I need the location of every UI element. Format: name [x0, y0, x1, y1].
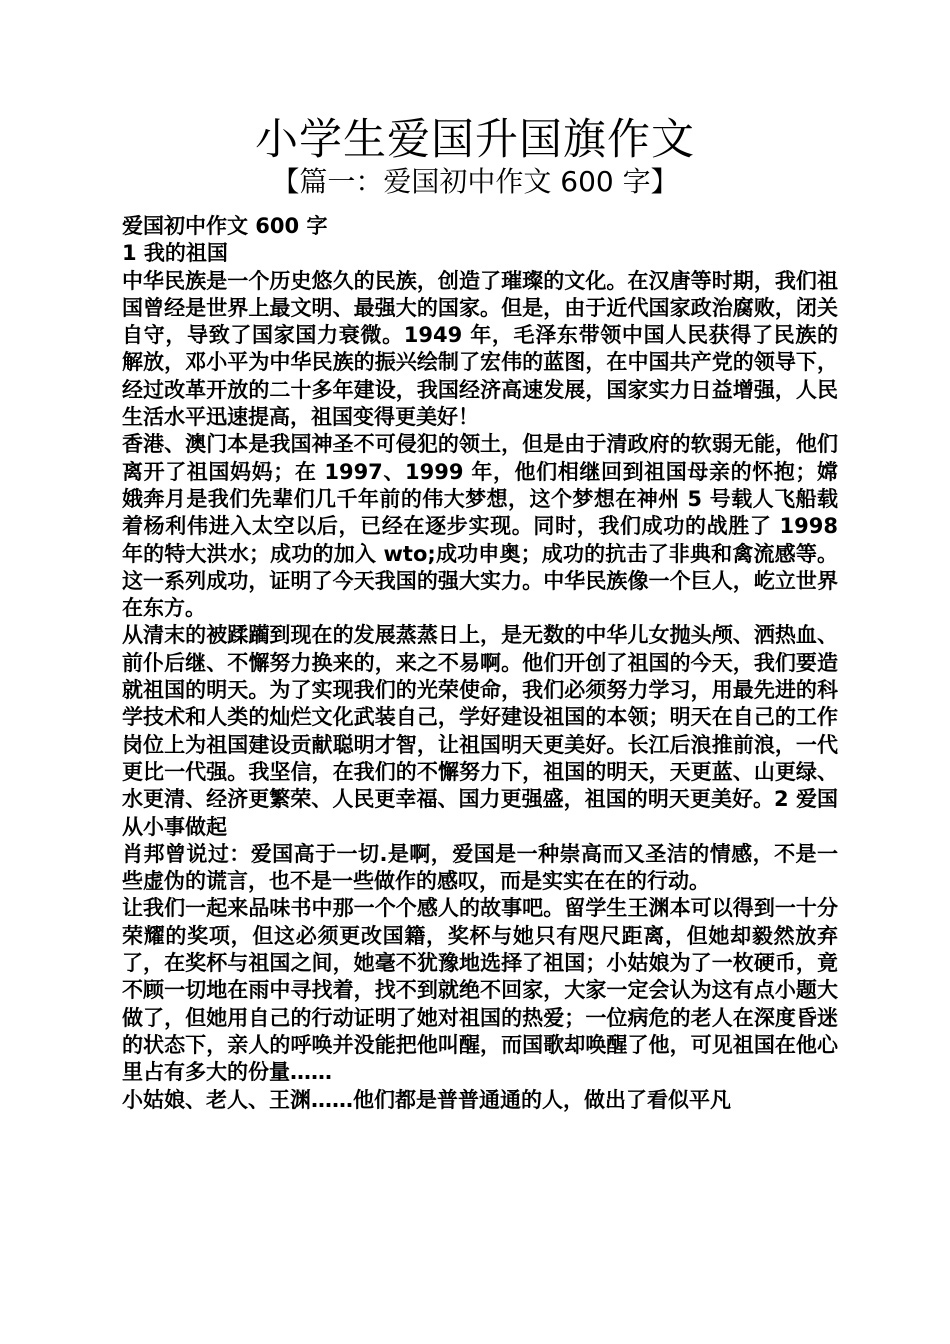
paragraph: 小姑娘、老人、王渊……他们都是普普通通的人，做出了看似平凡: [122, 1087, 731, 1112]
paragraph: 让我们一起来品味书中那一个个感人的故事吧。留学生王渊本可以得到一十分荣耀的奖项，但这必须更改国籍，奖杯与她只有咫尺距离，但她却毅然放弃了，在奖杯与祖国之间，她毫不犹豫地选择了祖国；小姑娘为了一枚硬币，竟不顾一切地在雨中寻找着，找不到就绝不回家，大家一定会认为这有点小题大做了，但她用自己的行动证明了她对祖国的热爱；一位病危的老人在深度昏迷的状态下，亲人的呼唤并没能把他叫醒，而国歌却唤醒了他，可见祖国在他心里占有多大的份量……: [122, 896, 838, 1085]
document-subtitle: 【篇一：爱国初中作文 600 字】: [271, 165, 679, 198]
paragraph: 中华民族是一个历史悠久的民族，创造了璀璨的文化。在汉唐等时期，我们祖国曾经是世界上最文明、最强大的国家。但是，由于近代国家政治腐败，闭关自守，导致了国家国力衰微。1949 年，毛泽东带领中国人民获得了民族的解放，邓小平为中华民族的振兴绘制了宏伟的蓝图，在中国共产党的领导下，经过改革开放的二十多年建设，我国经济高速发展，国家实力日益增强，人民生活水平迅速提高，祖国变得更美好！: [122, 268, 838, 430]
document-title: 小学生爱国升国旗作文: [255, 115, 695, 165]
paragraph: 从清末的被蹂躏到现在的发展蒸蒸日上，是无数的中华儿女抛头颅、洒热血、前仆后继、不懈努力换来的，来之不易啊。他们开创了祖国的今天，我们要造就祖国的明天。为了实现我们的光荣使命，我们必须努力学习，用最先进的科学技术和人类的灿烂文化武装自己，学好建设祖国的本领；明天在自己的工作岗位上为祖国建设贡献聪明才智，让祖国明天更美好。长江后浪推前浪，一代更比一代强。我坚信，在我们的不懈努力下，祖国的明天，天更蓝、山更绿、水更清、经济更繁荣、人民更幸福、国力更强盛，祖国的明天更美好。2 爱国从小事做起: [122, 623, 838, 839]
paragraph: 香港、澳门本是我国神圣不可侵犯的领土，但是由于清政府的软弱无能，他们离开了祖国妈妈；在 1997、1999 年，他们相继回到祖国母亲的怀抱；嫦娥奔月是我们先辈们几千年前的伟大梦想，这个梦想在神州 5 号载人飞船载着杨利伟进入太空以后，已经在逐步实现。同时，我们成功的战胜了 1998 年的特大洪水；成功的加入 wto;成功申奥；成功的抗击了非典和禽流感等。这一系列成功，证明了今天我国的强大实力。中华民族像一个巨人，屹立世界在东方。: [122, 432, 838, 621]
paragraph: 肖邦曾说过：爱国高于一切.是啊，爱国是一种崇高而又圣洁的情感，不是一些虚伪的谎言，也不是一些做作的感叹，而是实实在在的行动。: [122, 841, 838, 894]
subsection-heading: 1 我的祖国: [122, 241, 228, 266]
document-body: [116, 213, 838, 1114]
section-heading: 爱国初中作文 600 字: [122, 214, 328, 238]
